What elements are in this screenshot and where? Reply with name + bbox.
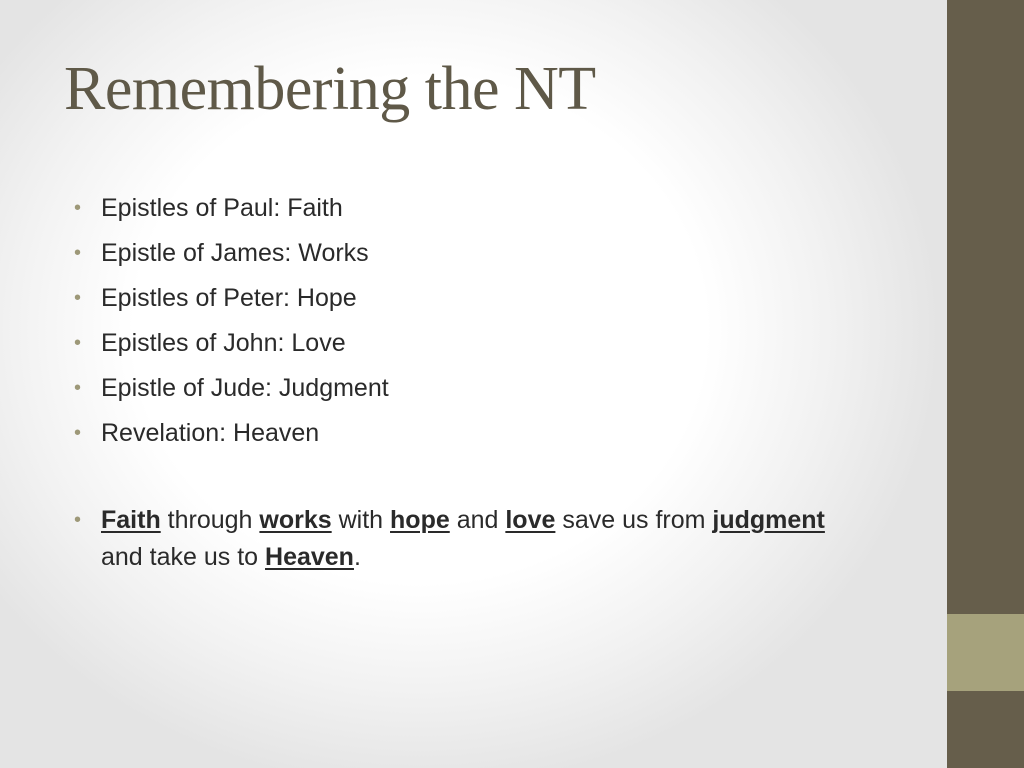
summary-text: with [331, 506, 391, 534]
bullet-text: Epistles of Peter: Hope [101, 284, 357, 312]
bullet-marker: • [74, 332, 82, 354]
side-accent-block [947, 614, 1024, 691]
keyword-faith: Faith [101, 506, 161, 534]
bullet-item [74, 321, 804, 366]
bullet-marker: • [74, 197, 82, 219]
summary-bullet [74, 502, 861, 576]
summary-text: and take us to [101, 543, 266, 571]
bullet-text: Epistles of John: Love [101, 329, 346, 357]
bullet-marker: • [74, 509, 82, 531]
keyword-love: love [505, 506, 556, 534]
summary-text: through [160, 506, 260, 534]
bullet-item [74, 276, 804, 321]
bullet-marker: • [74, 287, 82, 309]
bullet-marker: • [74, 242, 82, 264]
bullet-marker: • [74, 422, 82, 444]
keyword-heaven: Heaven [265, 543, 354, 571]
bullet-text: Epistle of Jude: Judgment [101, 374, 389, 402]
bullet-item [74, 231, 804, 276]
bullet-marker: • [74, 377, 82, 399]
bullet-list [74, 186, 804, 456]
bullet-item [74, 366, 804, 411]
bullet-text: Epistles of Paul: Faith [101, 194, 343, 222]
bullet-text: Revelation: Heaven [101, 419, 320, 447]
slide-title: Remembering the NT [64, 55, 596, 123]
keyword-works: works [259, 506, 332, 534]
keyword-judgment: judgment [712, 506, 825, 534]
summary-text: save us from [555, 506, 713, 534]
bullet-item [74, 411, 804, 456]
bullet-item [74, 186, 804, 231]
summary-text: and [449, 506, 506, 534]
summary-text: . [353, 543, 361, 571]
bullet-text: Epistle of James: Works [101, 239, 369, 267]
keyword-hope: hope [390, 506, 450, 534]
